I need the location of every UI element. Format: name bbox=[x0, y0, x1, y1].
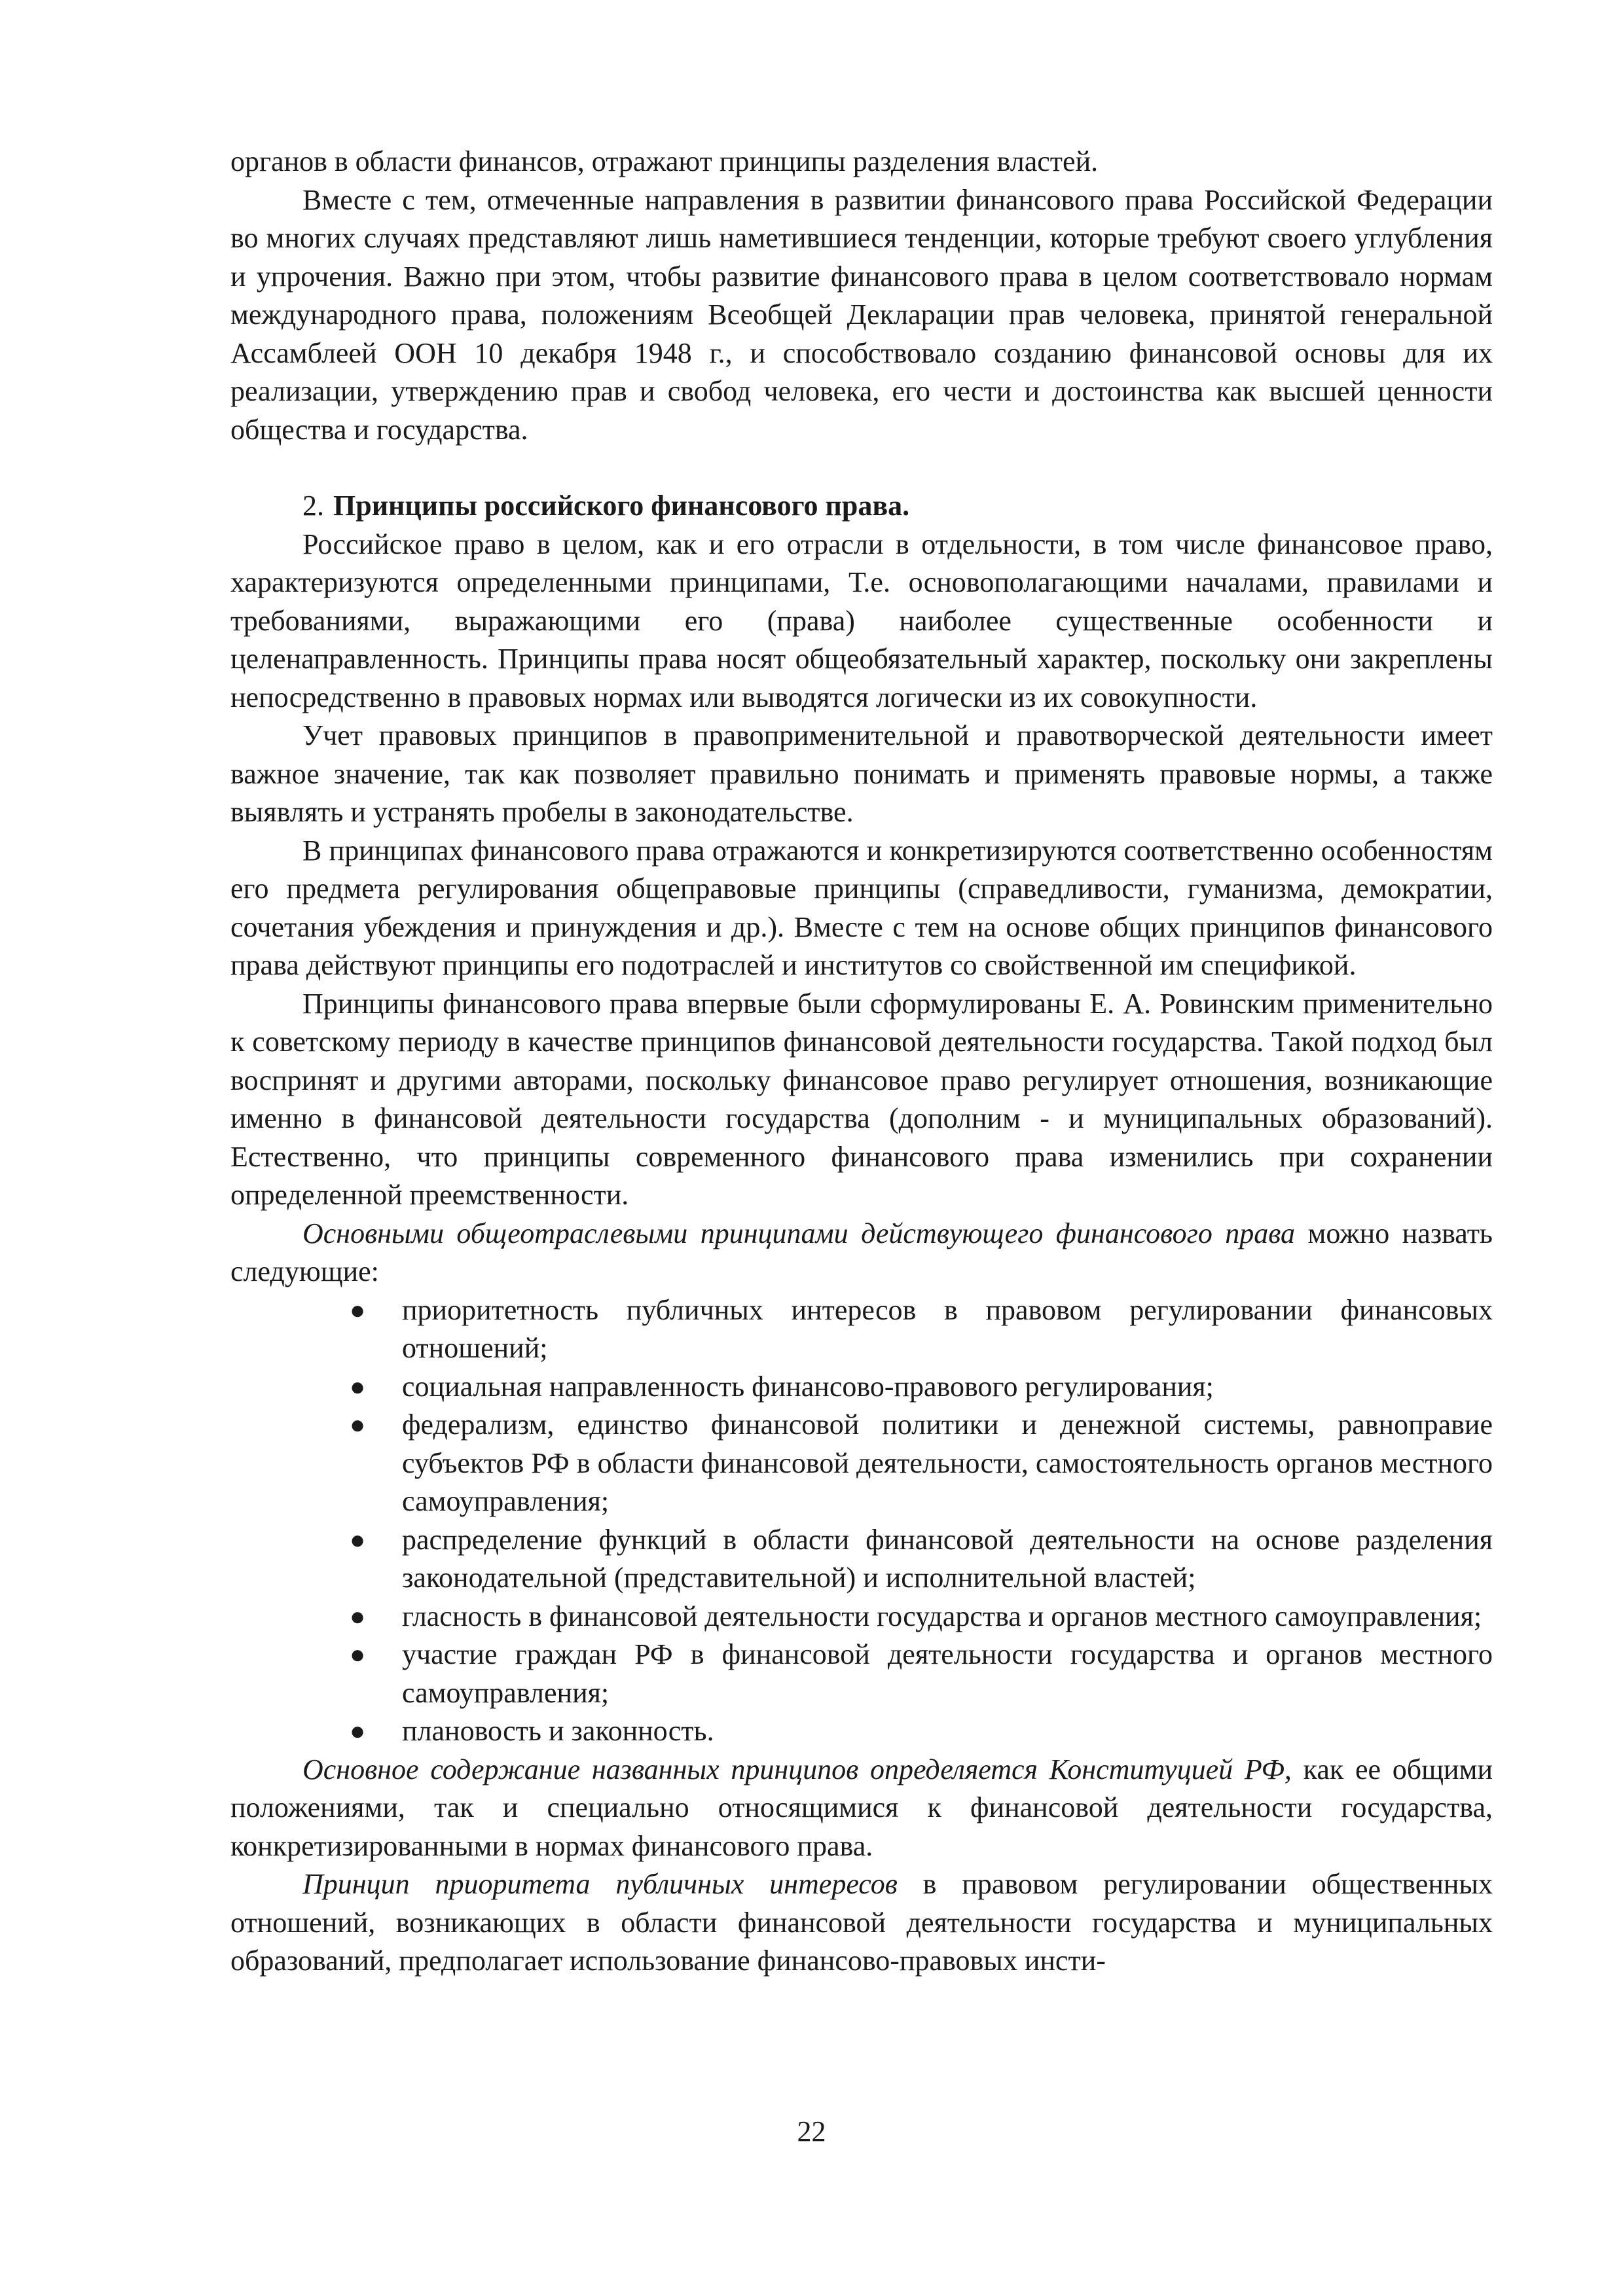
bullet-icon: ● bbox=[350, 1601, 366, 1631]
bullet-icon: ● bbox=[350, 1716, 366, 1746]
bullet-icon: ● bbox=[350, 1410, 366, 1439]
principles-intro-rest: можно назвать следующие: bbox=[230, 1217, 1493, 1287]
bullet-icon: ● bbox=[350, 1640, 366, 1669]
list-item bbox=[350, 1291, 1493, 1368]
section-number: 2. bbox=[302, 490, 324, 522]
paragraph-principles-definition: Российское право в целом, как и его отрасли в отдельности, в том числе финансовое право, характеризуются определенными принципами, Т.е. основополагающими началами, правилами и требованиями, выражающими его (права) наиболее существенные особенности и целенаправленность. Принципы права носят общеобязательный характер, поскольку они закреплены непосредственно в правовых нормах или выводятся логически из их совокупности. bbox=[230, 528, 1493, 713]
list-item-text: федерализм, единство финансовой политики и денежной системы, равноправие субъектов РФ в области финансовой деятельности, самостоятельность органов местного самоуправления; bbox=[402, 1408, 1493, 1517]
list-item bbox=[350, 1598, 1493, 1636]
page-number: 22 bbox=[797, 2115, 826, 2147]
document-page bbox=[230, 143, 1493, 1981]
list-item-text: участие граждан РФ в финансовой деятельности государства и органов местного самоуправления; bbox=[402, 1638, 1493, 1709]
constitution-italic: Основное содержание названных принципов определяется Конституцией РФ, bbox=[302, 1753, 1292, 1785]
paragraph-rovinsky: Принципы финансового права впервые были сформулированы Е. А. Ровинским применительно к советскому периоду в качестве принципов финансовой деятельности государства. Такой подход был воспринят и другими авторами, поскольку финансовое право регулирует отношения, возникающие именно в финансовой деятельности государства (дополним - и муниципальных образований). Естественно, что принципы современного финансового права изменились при сохранении определенной преемственности. bbox=[230, 987, 1493, 1211]
paragraph-principles-intro bbox=[230, 1215, 1493, 1291]
section-heading bbox=[230, 487, 1493, 526]
list-item bbox=[350, 1521, 1493, 1598]
paragraph-continuation: органов в области финансов, отражают принципы разделения властей. bbox=[230, 145, 1099, 177]
list-item-text: приоритетность публичных интересов в правовом регулировании финансовых отношений; bbox=[402, 1293, 1493, 1364]
list-item bbox=[350, 1368, 1493, 1407]
principles-intro-italic: Основными общеотраслевыми принципами действующего финансового права bbox=[302, 1217, 1296, 1249]
bullet-icon: ● bbox=[350, 1524, 366, 1554]
list-item bbox=[350, 1636, 1493, 1712]
bullet-icon: ● bbox=[350, 1295, 366, 1325]
paragraph-tendencies: Вместе с тем, отмеченные направления в развитии финансового права Российской Федерации во многих случаях представляют лишь наметившиеся тенденции, которые требуют своего углубления и упрочения. Важно при этом, чтобы развитие финансового права в целом соответствовало нормам международного права, положениям Всеобщей Декларации прав человека, принятой генеральной Ассамблеей ООН 10 декабря 1948 г., и способствовало созданию финансовой основы для их реализации, утверждению прав и свобод человека, его чести и достоинства как высшей ценности общества и государства. bbox=[230, 183, 1493, 446]
list-item-text: гласность в финансовой деятельности государства и органов местного самоуправления; bbox=[402, 1600, 1482, 1632]
list-item-text: плановость и законность. bbox=[402, 1715, 714, 1747]
principles-list bbox=[230, 1291, 1493, 1751]
list-item bbox=[350, 1712, 1493, 1751]
paragraph-general-principles: В принципах финансового права отражаются и конкретизируются соответственно особенностям его предмета регулирования общеправовые принципы (справедливости, гуманизма, демократии, сочетания убеждения и принуждения и др.). Вместе с тем на основе общих принципов финансового права действуют принципы его подотраслей и институтов со свойственной им спецификой. bbox=[230, 834, 1493, 981]
paragraph-principles-importance: Учет правовых принципов в правоприменительной и правотворческой деятельности имеет важное значение, так как позволяет правильно понимать и применять правовые нормы, а также выявлять и устранять пробелы в законодательстве. bbox=[230, 719, 1493, 828]
list-item-text: распределение функций в области финансовой деятельности на основе разделения законодательной (представительной) и исполнительной властей; bbox=[402, 1523, 1493, 1594]
paragraph-constitution bbox=[230, 1751, 1493, 1866]
paragraph-priority-principle bbox=[230, 1865, 1493, 1981]
list-item bbox=[350, 1406, 1493, 1521]
section-title: Принципы российского финансового права. bbox=[333, 490, 910, 522]
bullet-icon: ● bbox=[350, 1371, 366, 1401]
list-item-text: социальная направленность финансово-правового регулирования; bbox=[402, 1370, 1214, 1403]
constitution-rest: как ее общими положениями, так и специально относящимися к финансовой деятельности государства, конкретизированными в нормах финансового права. bbox=[230, 1753, 1493, 1862]
priority-italic: Принцип приоритета публичных интересов bbox=[302, 1868, 898, 1900]
priority-rest: в правовом регулировании общественных отношений, возникающих в области финансовой деятельности государства и муниципальных образований, предполагает использование финансово-правовых инсти- bbox=[230, 1868, 1493, 1977]
